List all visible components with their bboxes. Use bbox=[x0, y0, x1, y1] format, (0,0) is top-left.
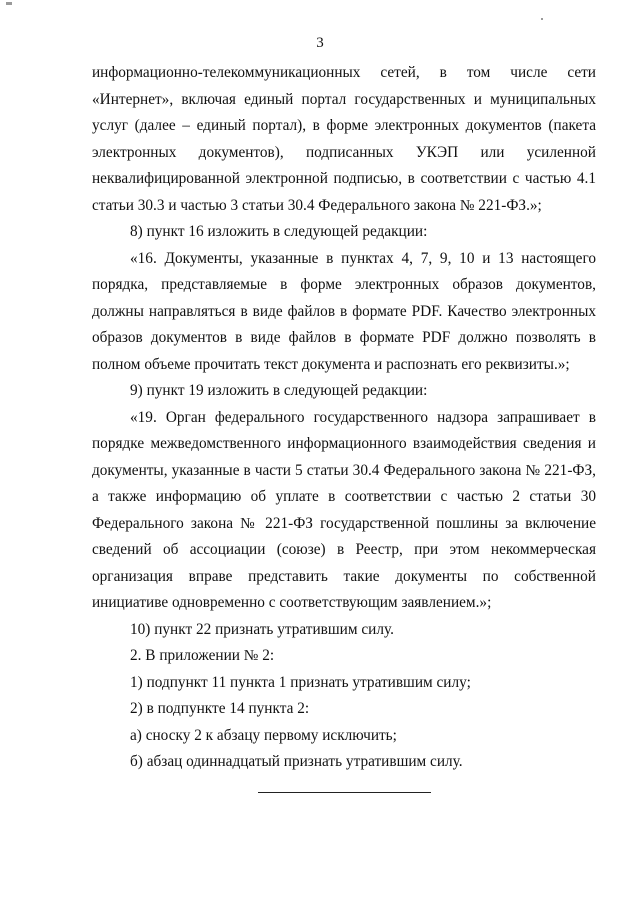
paragraph-item-9: 9) пункт 19 изложить в следующей редакции: bbox=[130, 382, 428, 399]
end-of-text-divider bbox=[258, 792, 431, 793]
paragraph-clause-19: «19. Орган федерального государственного надзора запрашивает в порядке межведомственного информационного взаимодействия сведения и документы, указанные в части 5 статьи 30.4 Федерального закона № 221-ФЗ, а также информацию об уплате в соответствии с частью 2 статьи 30 Федерального закона № 221-ФЗ государственной пошлины за включение сведений об ассоциации (союзе) в Реестр, при этом некоммерческая организация вправе представить такие документы по собственной инициативе одновременно с соответствующим заявлением.»; bbox=[92, 408, 596, 611]
paragraph-item-10: 10) пункт 22 признать утратившим силу. bbox=[130, 620, 394, 638]
paragraph-clause-16: «16. Документы, указанные в пунктах 4, 7, 9, 10 и 13 настоящего порядка, представляемые в форме электронных образов документов, должны направляться в виде файлов в формате PDF. Качество электронных образов документов в виде файлов в формате PDF должно позволять в полном объеме прочитать текст документа и распознать его реквизиты.»; bbox=[92, 249, 596, 373]
paragraph-subitem-b: б) абзац одиннадцатый признать утратившим силу. bbox=[130, 753, 463, 770]
paragraph-subitem-a: а) сноску 2 к абзацу первому исключить; bbox=[130, 726, 397, 744]
paragraph-appendix-2: 2. В приложении № 2: bbox=[130, 647, 275, 664]
scan-artifact bbox=[541, 18, 543, 20]
paragraph-continuation: информационно-телекоммуникационных сетей, в том числе сети «Интернет», включая единый портал государственных и муниципальных услуг (далее – единый портал), в форме электронных документов (пакета электронных документов), подписанных УКЭП или усиленной неквалифицированной электронной подписью, в соответствии с частью 4.1 статьи 30.3 и частью 3 статьи 30.4 Федерального закона № 221-ФЗ.»; bbox=[92, 64, 596, 214]
paragraph-item-8: 8) пункт 16 изложить в следующей редакции: bbox=[130, 223, 428, 240]
paragraph-subitem-2: 2) в подпункте 14 пункта 2: bbox=[130, 700, 310, 717]
page-number: 3 bbox=[316, 35, 324, 51]
document-body bbox=[92, 60, 596, 776]
scan-artifact bbox=[6, 2, 12, 5]
paragraph-subitem-1: 1) подпункт 11 пункта 1 признать утратившим силу; bbox=[130, 673, 471, 691]
